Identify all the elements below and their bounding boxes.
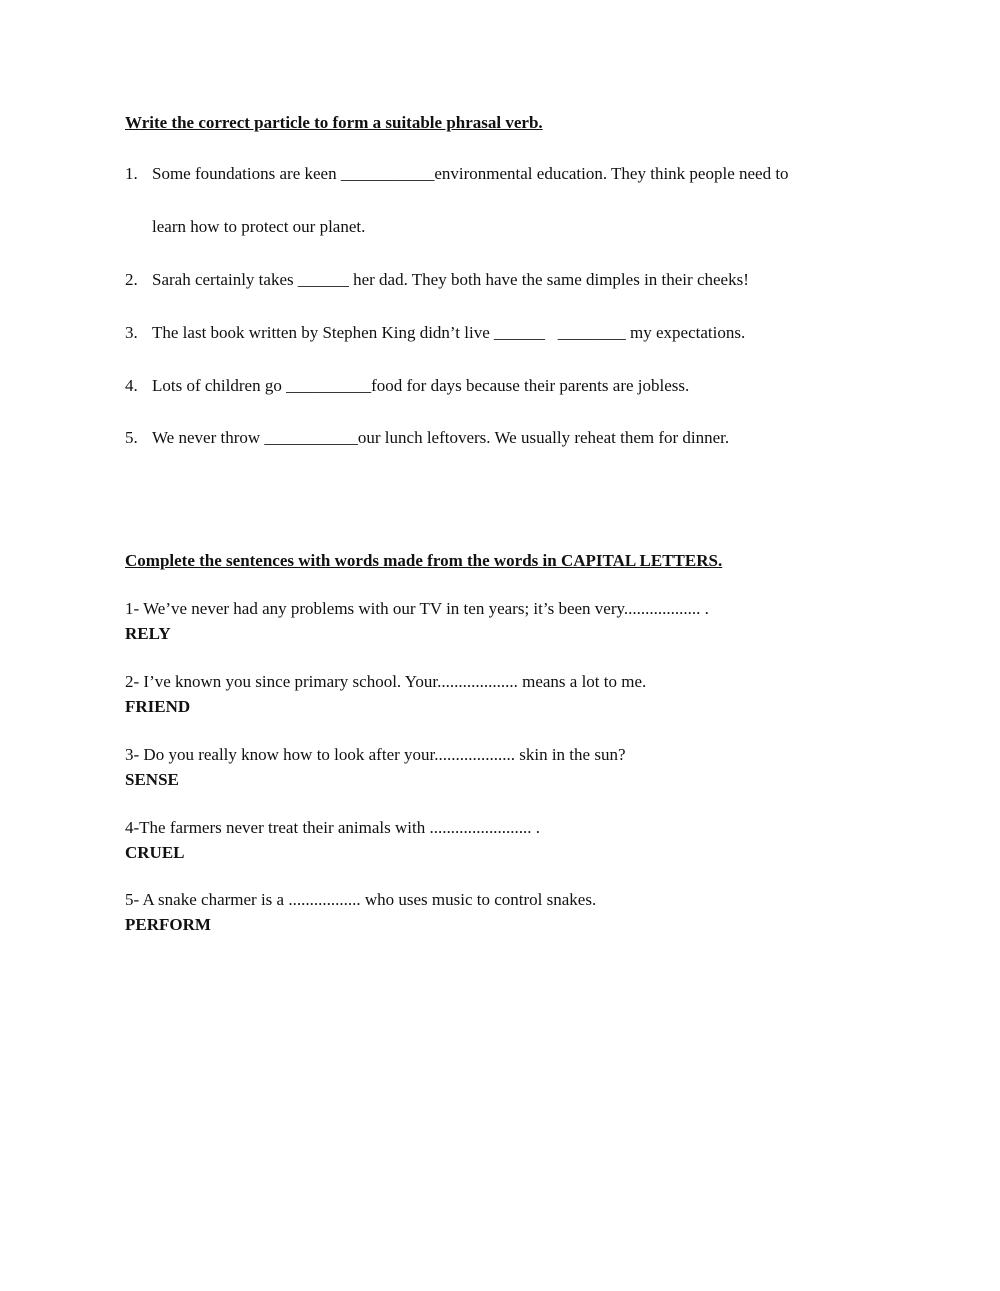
item-text-line: The last book written by Stephen King didn’t live ______ ________ my expectations.	[152, 323, 746, 342]
item-number: 4.	[125, 376, 138, 395]
item-text-line: learn how to protect our planet.	[152, 217, 366, 236]
item-number: 2.	[125, 270, 138, 289]
item-number: 3.	[125, 323, 138, 342]
item-text-line: Sarah certainly takes ______ her dad. They both have the same dimples in their cheeks!	[152, 270, 749, 289]
item-sentence: 4-The farmers never treat their animals with ........................ .	[125, 818, 540, 837]
item-sentence: 2- I’ve known you since primary school. Your................... means a lot to me.	[125, 672, 647, 691]
item-keyword: FRIEND	[125, 697, 191, 716]
item-keyword: CRUEL	[125, 843, 185, 862]
section2-heading: Complete the sentences with words made from the words in CAPITAL LETTERS.	[125, 551, 723, 570]
item-text-line: Some foundations are keen ___________environmental education. They think people need to	[152, 164, 789, 183]
item-number: 1.	[125, 164, 138, 183]
item-keyword: PERFORM	[125, 915, 211, 934]
item-text-line: Lots of children go __________food for days because their parents are jobless.	[152, 376, 690, 395]
item-number: 5.	[125, 428, 138, 447]
item-sentence: 3- Do you really know how to look after your................... skin in the sun?	[125, 745, 626, 764]
item-keyword: RELY	[125, 624, 171, 643]
item-sentence: 5- A snake charmer is a ................. who uses music to control snakes.	[125, 890, 597, 909]
item-text-line: We never throw ___________our lunch leftovers. We usually reheat them for dinner.	[152, 428, 730, 447]
section1-heading: Write the correct particle to form a suitable phrasal verb.	[125, 113, 543, 132]
item-sentence: 1- We’ve never had any problems with our TV in ten years; it’s been very.................. .	[125, 599, 709, 618]
item-keyword: SENSE	[125, 770, 179, 789]
